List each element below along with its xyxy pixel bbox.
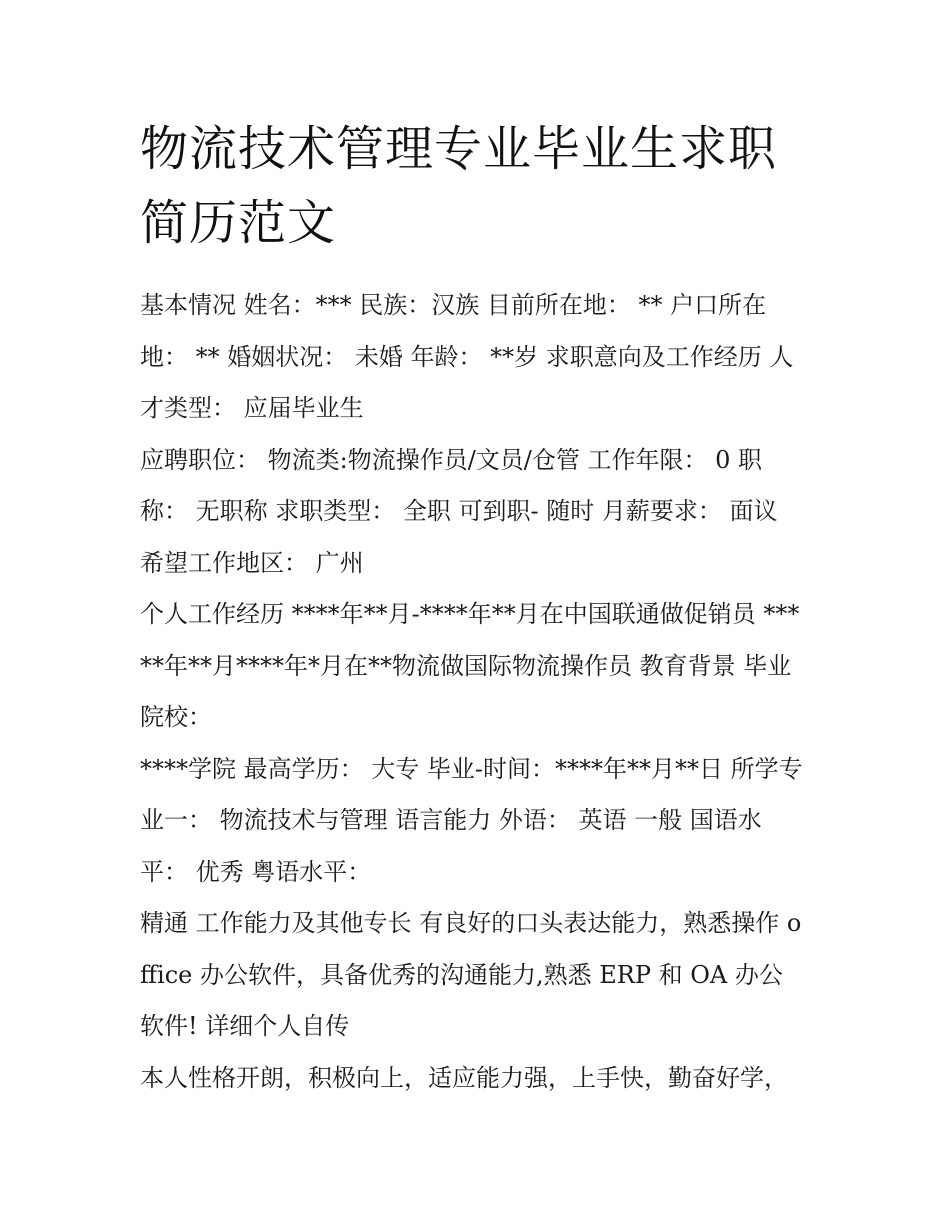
paragraph-job-intent: 应聘职位： 物流类:物流操作员/文员/仓管 工作年限： 0 职称： 无职称 求职类型： 全职 可到职- 随时 月薪要求： 面议 希望工作地区： 广州 [140,445,778,577]
document-body [140,280,805,1104]
paragraph-skills: 精通 工作能力及其他专长 有良好的口头表达能力，熟悉操作 office 办公软件，具备优秀的沟通能力,熟悉 ERP 和 OA 办公软件! 详细个人自传 [140,909,802,1040]
paragraph-self-description: 本人性格开朗，积极向上，适应能力强，上手快，勤奋好学， [140,1063,788,1092]
document-content [140,112,805,1104]
paragraph-basic-info: 基本情况 姓名：*** 民族：汉族 目前所在地： ** 户口所在地： ** 婚姻状况： 未婚 年龄： **岁 求职意向及工作经历 人才类型： 应届毕业生 [140,291,794,422]
paragraph-education: ****学院 最高学历： 大专 毕业-时间：****年**月**日 所学专业一： 物流技术与管理 语言能力 外语： 英语 一般 国语水平： 优秀 粤语水平： [140,754,803,886]
paragraph-work-experience: 个人工作经历 ****年**月-****年**月在中国联通做促销员 *****年**月****年*月在**物流做国际物流操作员 教育背景 毕业院校： [140,600,800,731]
document-title: 物流技术管理专业毕业生求职简历范文 [140,121,778,251]
